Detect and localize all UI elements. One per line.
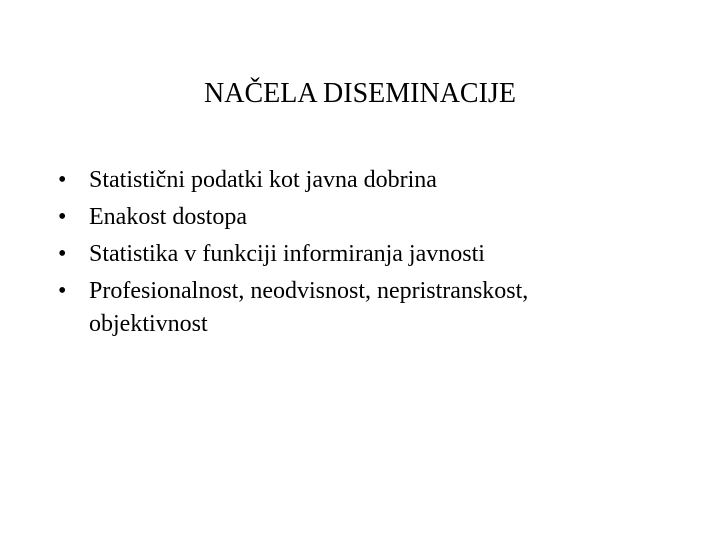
list-item xyxy=(58,236,678,273)
bullet-list xyxy=(58,162,678,343)
slide-title: NAČELA DISEMINACIJE xyxy=(204,78,516,109)
list-item xyxy=(58,199,678,236)
bullet-text: Statistični podatki kot javna dobrina xyxy=(89,167,437,193)
bullet-text: Enakost dostopa xyxy=(89,204,247,230)
list-item xyxy=(58,273,678,343)
bullet-icon: • xyxy=(58,204,67,230)
bullet-icon: • xyxy=(58,278,67,304)
bullet-text: Statistika v funkciji informiranja javnosti xyxy=(89,241,485,267)
list-item xyxy=(58,162,678,199)
bullet-icon: • xyxy=(58,167,67,193)
bullet-icon: • xyxy=(58,241,67,267)
bullet-text: Profesionalnost, neodvisnost, nepristranskost, objektivnost xyxy=(89,278,529,337)
